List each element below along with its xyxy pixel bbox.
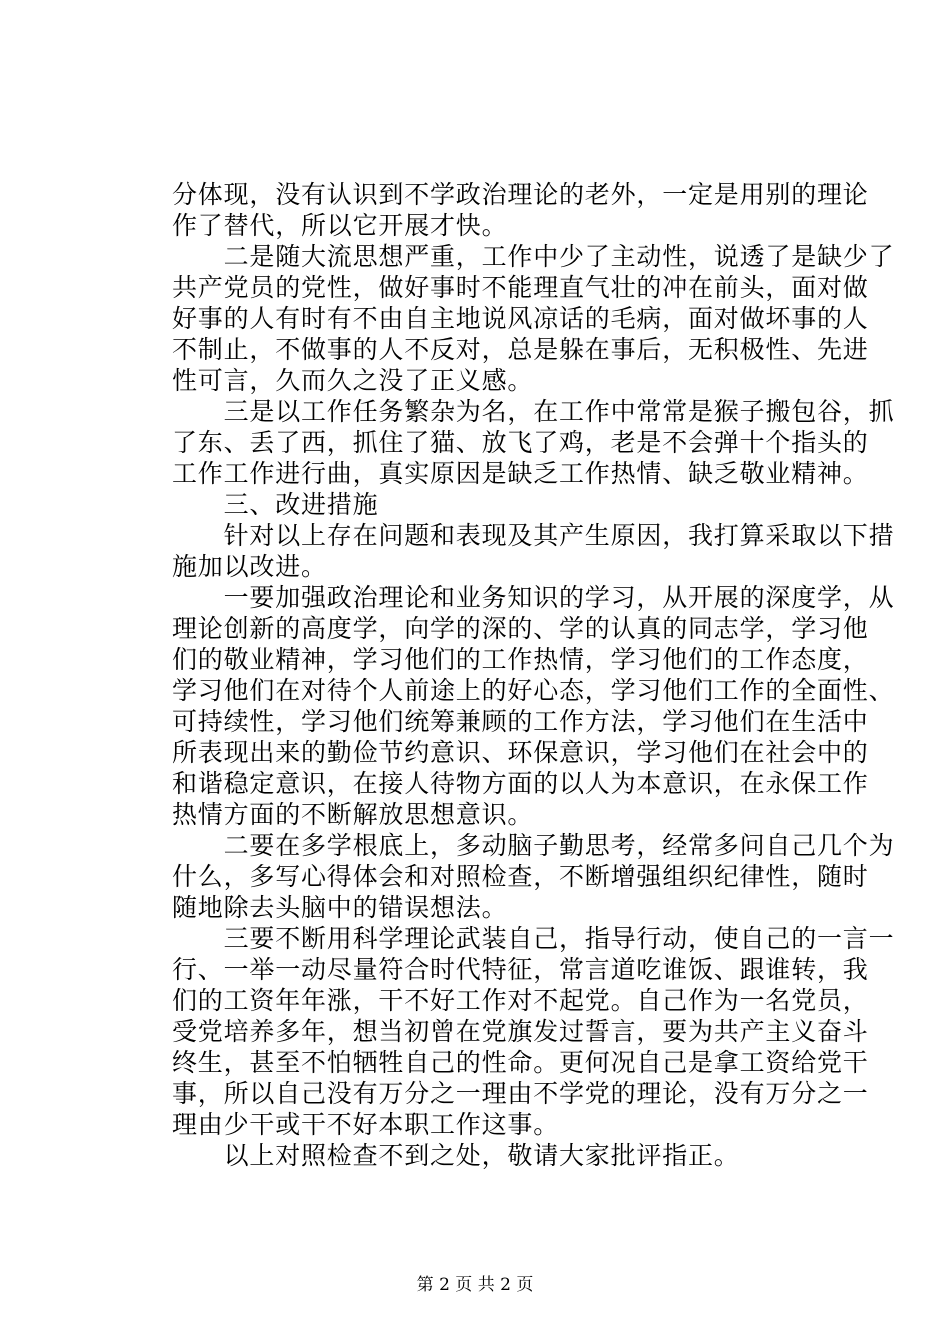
text-line: 行、一举一动尽量符合时代特征，常言道吃谁饭、跟谁转，我 bbox=[172, 955, 869, 984]
text-line: 二要在多学根底上，多动脑子勤思考，经常多问自己几个为 bbox=[172, 831, 895, 860]
text-line: 二是随大流思想严重，工作中少了主动性，说透了是缺少了 bbox=[172, 242, 895, 271]
text-line: 终生，甚至不怕牺牲自己的性命。更何况自己是拿工资给党干 bbox=[172, 1048, 869, 1077]
text-line: 针对以上存在问题和表现及其产生原因，我打算采取以下措 bbox=[172, 521, 895, 550]
text-line: 性可言，久而久之没了正义感。 bbox=[172, 366, 534, 395]
text-line: 学习他们在对待个人前途上的好心态，学习他们工作的全面性、 bbox=[172, 676, 895, 705]
section-heading: 三、改进措施 bbox=[172, 490, 379, 519]
text-line: 可持续性，学习他们统筹兼顾的工作方法，学习他们在生活中 bbox=[172, 707, 869, 736]
text-line: 所表现出来的勤俭节约意识、环保意识，学习他们在社会中的 bbox=[172, 738, 869, 767]
text-line: 施加以改进。 bbox=[172, 552, 327, 581]
text-line: 三是以工作任务繁杂为名，在工作中常常是猴子搬包谷，抓 bbox=[172, 397, 895, 426]
text-line: 以上对照检查不到之处，敬请大家批评指正。 bbox=[172, 1141, 740, 1170]
text-line: 随地除去头脑中的错误想法。 bbox=[172, 893, 508, 922]
text-line: 们的敬业精神，学习他们的工作热情，学习他们的工作态度， bbox=[172, 645, 869, 674]
page-footer: 第 2 页 共 2 页 bbox=[416, 1275, 534, 1295]
text-line: 了东、丢了西，抓住了猫、放飞了鸡，老是不会弹十个指头的 bbox=[172, 428, 869, 457]
text-line: 作了替代，所以它开展才快。 bbox=[172, 211, 508, 240]
text-line: 工作工作进行曲，真实原因是缺乏工作热情、缺乏敬业精神。 bbox=[172, 459, 869, 488]
text-line: 什么，多写心得体会和对照检查，不断增强组织纪律性，随时 bbox=[172, 862, 869, 891]
text-line: 不制止，不做事的人不反对，总是躲在事后，无积极性、先进 bbox=[172, 335, 869, 364]
text-line: 理由少干或干不好本职工作这事。 bbox=[172, 1110, 560, 1139]
text-line: 事，所以自己没有万分之一理由不学党的理论，没有万分之一 bbox=[172, 1079, 869, 1108]
text-line: 理论创新的高度学，向学的深的、学的认真的同志学，学习他 bbox=[172, 614, 869, 643]
text-line: 分体现，没有认识到不学政治理论的老外，一定是用别的理论 bbox=[172, 180, 869, 209]
text-line: 们的工资年年涨，干不好工作对不起党。自己作为一名党员， bbox=[172, 986, 869, 1015]
text-line: 热情方面的不断解放思想意识。 bbox=[172, 800, 534, 829]
text-line: 和谐稳定意识，在接人待物方面的以人为本意识，在永保工作 bbox=[172, 769, 869, 798]
text-line: 受党培养多年，想当初曾在党旗发过誓言，要为共产主义奋斗 bbox=[172, 1017, 869, 1046]
text-line: 一要加强政治理论和业务知识的学习，从开展的深度学，从 bbox=[172, 583, 895, 612]
text-line: 共产党员的党性，做好事时不能理直气壮的冲在前头，面对做 bbox=[172, 273, 869, 302]
text-line: 三要不断用科学理论武装自己，指导行动，使自己的一言一 bbox=[172, 924, 895, 953]
text-line: 好事的人有时有不由自主地说风凉话的毛病，面对做坏事的人 bbox=[172, 304, 869, 333]
